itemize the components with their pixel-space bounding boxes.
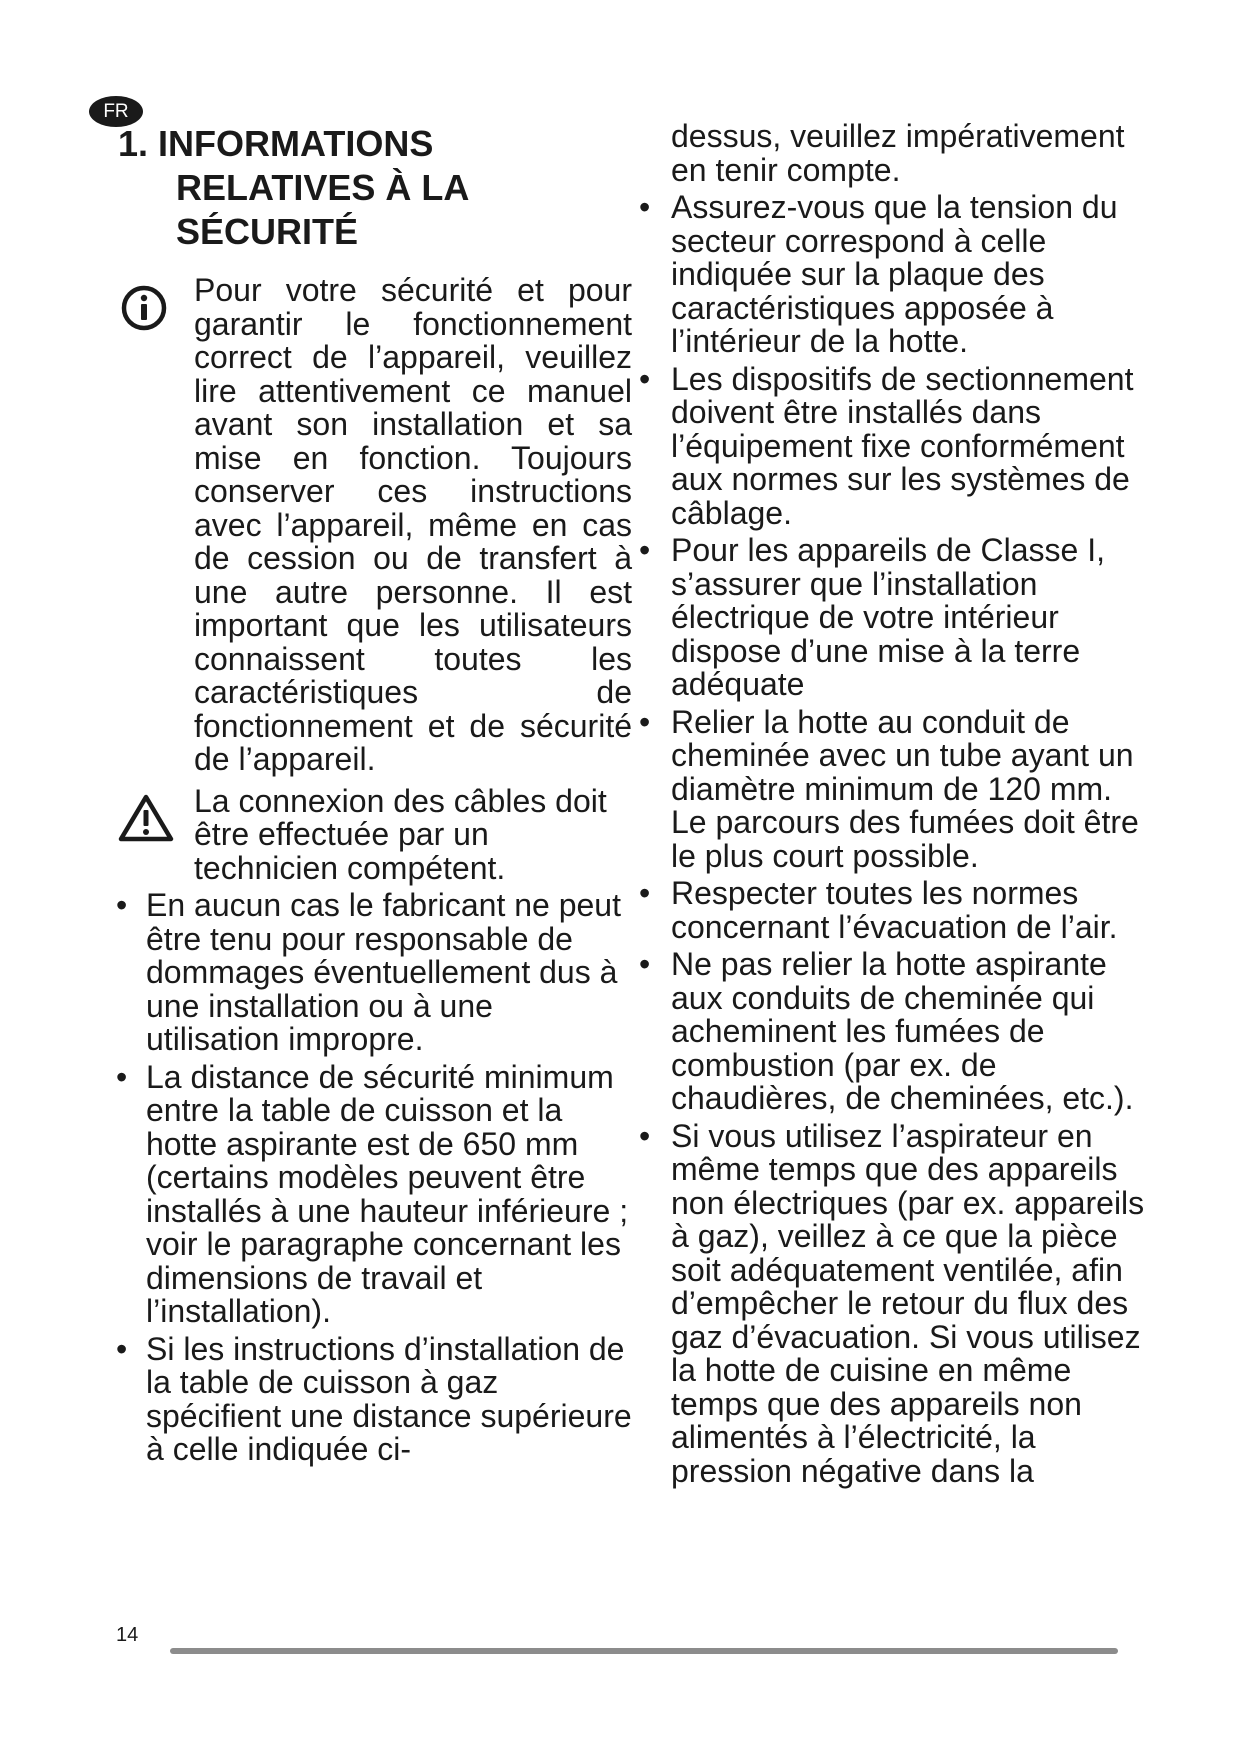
list-item <box>635 191 1145 359</box>
bullet-marker: • <box>116 1330 128 1367</box>
list-item-text: En aucun cas le fabricant ne peut être tenu pour responsable de dommages éventuellement dus à une installation ou à une utilisation impropre. <box>146 887 621 1057</box>
left-column <box>112 274 632 1467</box>
info-circle-icon <box>120 284 168 332</box>
bullet-marker: • <box>639 532 651 568</box>
section-title-line-3: SÉCURITÉ <box>176 211 359 252</box>
list-item-text: Relier la hotte au conduit de cheminée avec un tube ayant un diamètre minimum de 120 mm. Le parcours des fumées doit être le plus court possible. <box>671 703 1139 874</box>
list-item <box>635 877 1145 944</box>
list-item-text: Respecter toutes les normes concernant l’évacuation de l’air. <box>671 875 1118 945</box>
bullet-marker: • <box>116 887 128 923</box>
list-item-text: Ne pas relier la hotte aspirante aux conduits de cheminée qui acheminent les fumées de combustion (par ex. de chaudières, de cheminées, etc.). <box>671 946 1134 1116</box>
section-title-line-1: 1. INFORMATIONS <box>118 123 434 164</box>
bullet-marker: • <box>639 946 651 982</box>
info-note <box>112 274 632 777</box>
list-item <box>112 1330 632 1467</box>
list-item-text: Si vous utilisez l’aspirateur en même temps que des appareils non électriques (par ex. appareils à gaz), veillez à ce que la pièce soit adéquatement ventilée, afin d’empêcher le retour du flux des gaz d’évacuation. Si vous utilisez la hotte de cuisine en même temps que des appareils non alimentés à l’électricité, la pression négative dans la <box>671 1117 1145 1489</box>
right-column <box>635 120 1145 1488</box>
list-item <box>635 1117 1145 1489</box>
warning-note <box>112 782 632 886</box>
section-title-line-2: RELATIVES À LA <box>176 167 470 208</box>
footer-divider <box>170 1648 1118 1654</box>
section-title <box>118 122 638 254</box>
list-item-text: La distance de sécurité minimum entre la table de cuisson et la hotte aspirante est de 650 mm (certains modèles peuvent être installés à une hauteur inférieure ; voir le paragraphe concernant les dimensions de travail et l’installation). <box>146 1058 629 1329</box>
warning-note-text: La connexion des câbles doit être effectuée par un technicien compétent. <box>194 782 607 886</box>
bullet-marker: • <box>639 189 651 225</box>
page-number: 14 <box>116 1624 139 1646</box>
bullet-marker: • <box>639 703 651 740</box>
continued-text: dessus, veuillez impérativement en tenir compte. <box>671 118 1125 188</box>
list-item-text: Les dispositifs de sectionnement doivent être installés dans l’équipement fixe conformément aux normes sur les systèmes de câblage. <box>671 360 1134 531</box>
list-item <box>112 1058 632 1329</box>
language-badge: FR <box>89 96 143 127</box>
list-item <box>635 703 1145 874</box>
list-item <box>635 534 1145 702</box>
list-item-text: Pour les appareils de Classe I, s’assurer que l’installation électrique de votre intérieur dispose d’une mise à la terre adéquate <box>671 532 1105 702</box>
list-item <box>635 360 1145 531</box>
warning-triangle-icon <box>118 793 174 843</box>
info-note-text: Pour votre sécurité et pour garantir le fonctionnement correct de l’appareil, veuillez lire attentivement ce manuel avant son installation et sa mise en fonction. Toujours conserver ces instructions avec l’appareil, même en cas de cession ou de transfert à une autre personne. Il est important que les utilisateurs connaissent toutes les caractéristiques de fonctionnement et de sécurité de l’appareil. <box>194 272 632 777</box>
list-item-text: Si les instructions d’installation de la table de cuisson à gaz spécifient une distance supérieure à celle indiquée ci- <box>146 1330 632 1467</box>
list-item <box>635 948 1145 1116</box>
bullet-marker: • <box>639 875 651 911</box>
bullet-marker: • <box>639 360 651 397</box>
list-item <box>112 889 632 1057</box>
bullet-marker: • <box>639 1117 651 1154</box>
bullet-marker: • <box>116 1058 128 1095</box>
list-item-text: Assurez-vous que la tension du secteur correspond à celle indiquée sur la plaque des caractéristiques apposée à l’intérieur de la hotte. <box>671 189 1118 359</box>
